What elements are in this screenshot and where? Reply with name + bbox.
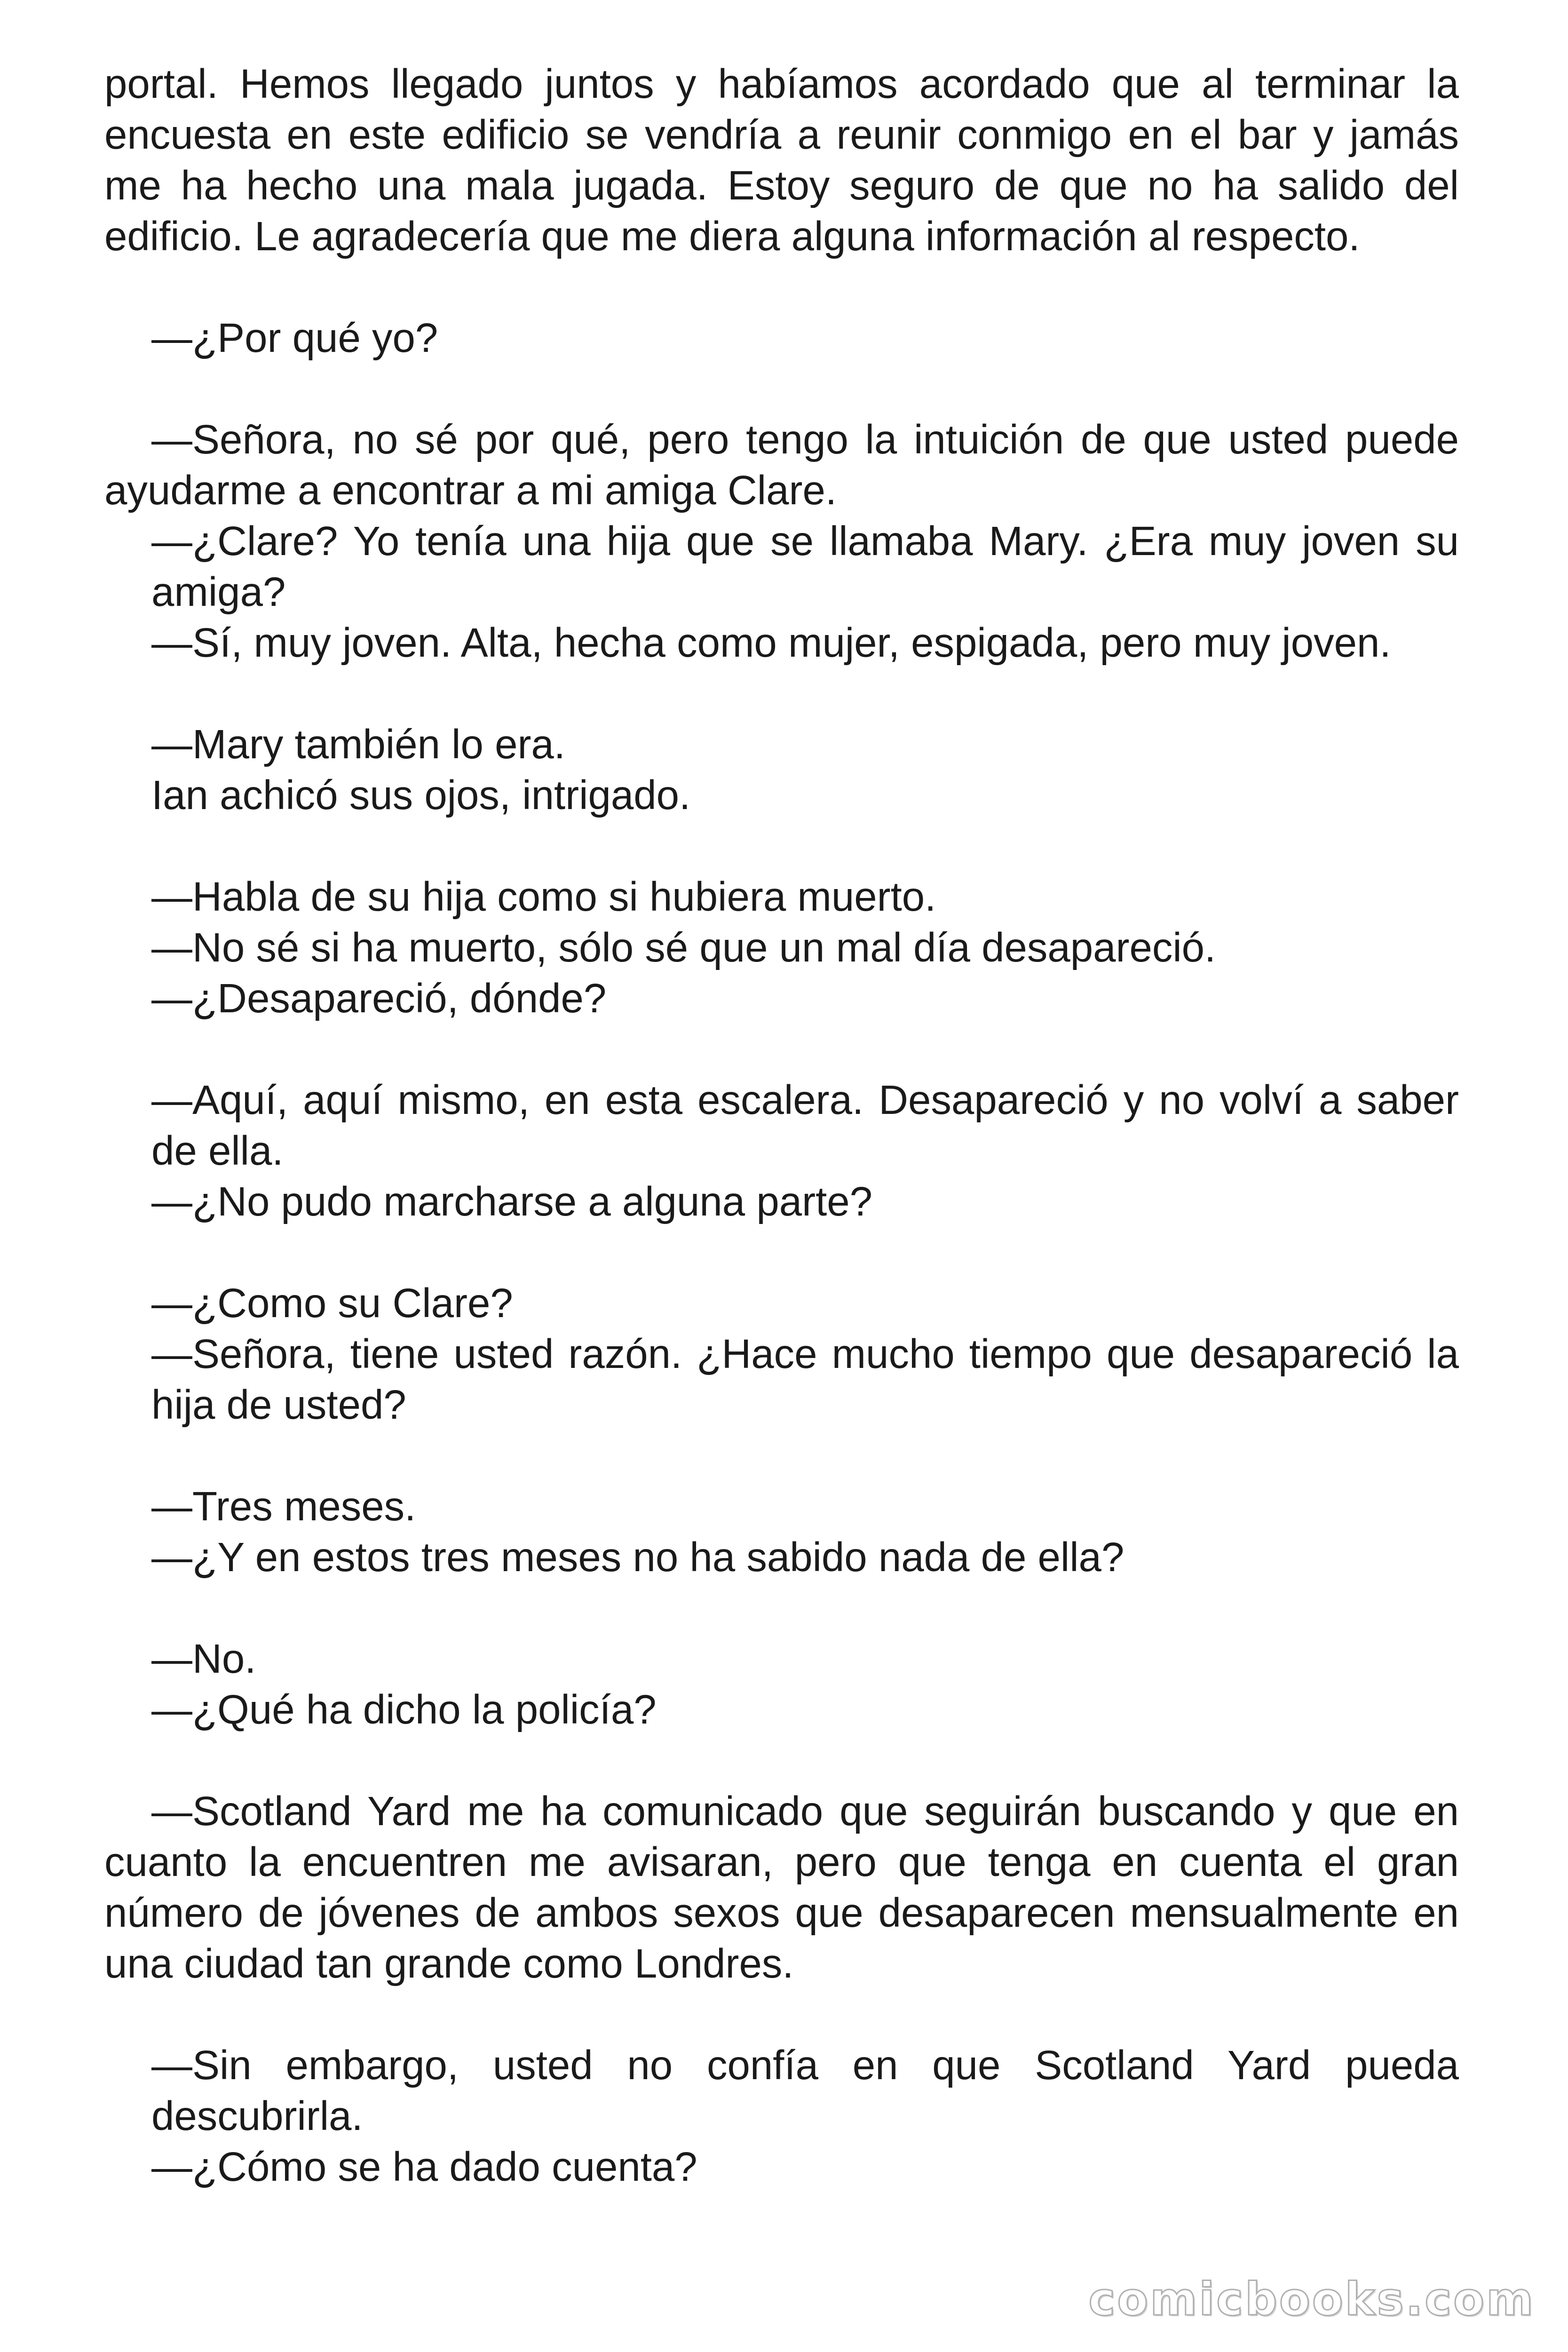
paragraph: —¿Clare? Yo tenía una hija que se llamaba Mary. ¿Era muy joven su amiga?: [151, 518, 1459, 615]
paragraph: —¿Y en estos tres meses no ha sabido nada de ella?: [151, 1534, 1125, 1580]
watermark-logo: comicbooks.com: [1088, 2273, 1535, 2326]
paragraph: portal. Hemos llegado juntos y habíamos acordado que al terminar la encuesta en este edificio se vendría a reunir conmigo en el bar y jamás me ha hecho una mala jugada. Estoy seguro de que no ha salido del edificio. Le agradecería que me diera alguna información al respecto.: [104, 61, 1459, 259]
paragraph: —No sé si ha muerto, sólo sé que un mal día desapareció.: [151, 925, 1216, 970]
paragraph: —¿Por qué yo?: [151, 315, 438, 361]
paragraph: Ian achicó sus ojos, intrigado.: [151, 772, 691, 818]
paragraph: —¿Como su Clare?: [151, 1280, 513, 1326]
paragraph: —¿No pudo marcharse a alguna parte?: [151, 1179, 873, 1224]
paragraph: —Señora, tiene usted razón. ¿Hace mucho tiempo que desapareció la hija de usted?: [151, 1331, 1459, 1428]
paragraph: —Señora, no sé por qué, pero tengo la intuición de que usted puede ayudarme a encontrar a mi amiga Clare.: [104, 417, 1459, 513]
paragraph: —No.: [151, 1636, 256, 1682]
paragraph: —Habla de su hija como si hubiera muerto.: [151, 874, 936, 920]
page-text: [104, 59, 1459, 2193]
paragraph: —Mary también lo era.: [151, 722, 565, 767]
paragraph: —Scotland Yard me ha comunicado que seguirán buscando y que en cuanto la encuentren me avisaran, pero que tenga en cuenta el gran número de jóvenes de ambos sexos que desaparecen mensualmente en una ciudad tan grande como Londres.: [104, 1788, 1459, 1986]
paragraph: —¿Qué ha dicho la policía?: [151, 1687, 657, 1732]
paragraph: —Aquí, aquí mismo, en esta escalera. Desapareció y no volví a saber de ella.: [151, 1077, 1459, 1174]
paragraph: —Sí, muy joven. Alta, hecha como mujer, espigada, pero muy joven.: [151, 620, 1391, 666]
paragraph: —Sin embargo, usted no confía en que Scotland Yard pueda descubrirla.: [151, 2042, 1459, 2139]
paragraph: —¿Cómo se ha dado cuenta?: [151, 2144, 697, 2190]
paragraph: —¿Desapareció, dónde?: [151, 976, 607, 1021]
paragraph: —Tres meses.: [151, 1484, 416, 1529]
